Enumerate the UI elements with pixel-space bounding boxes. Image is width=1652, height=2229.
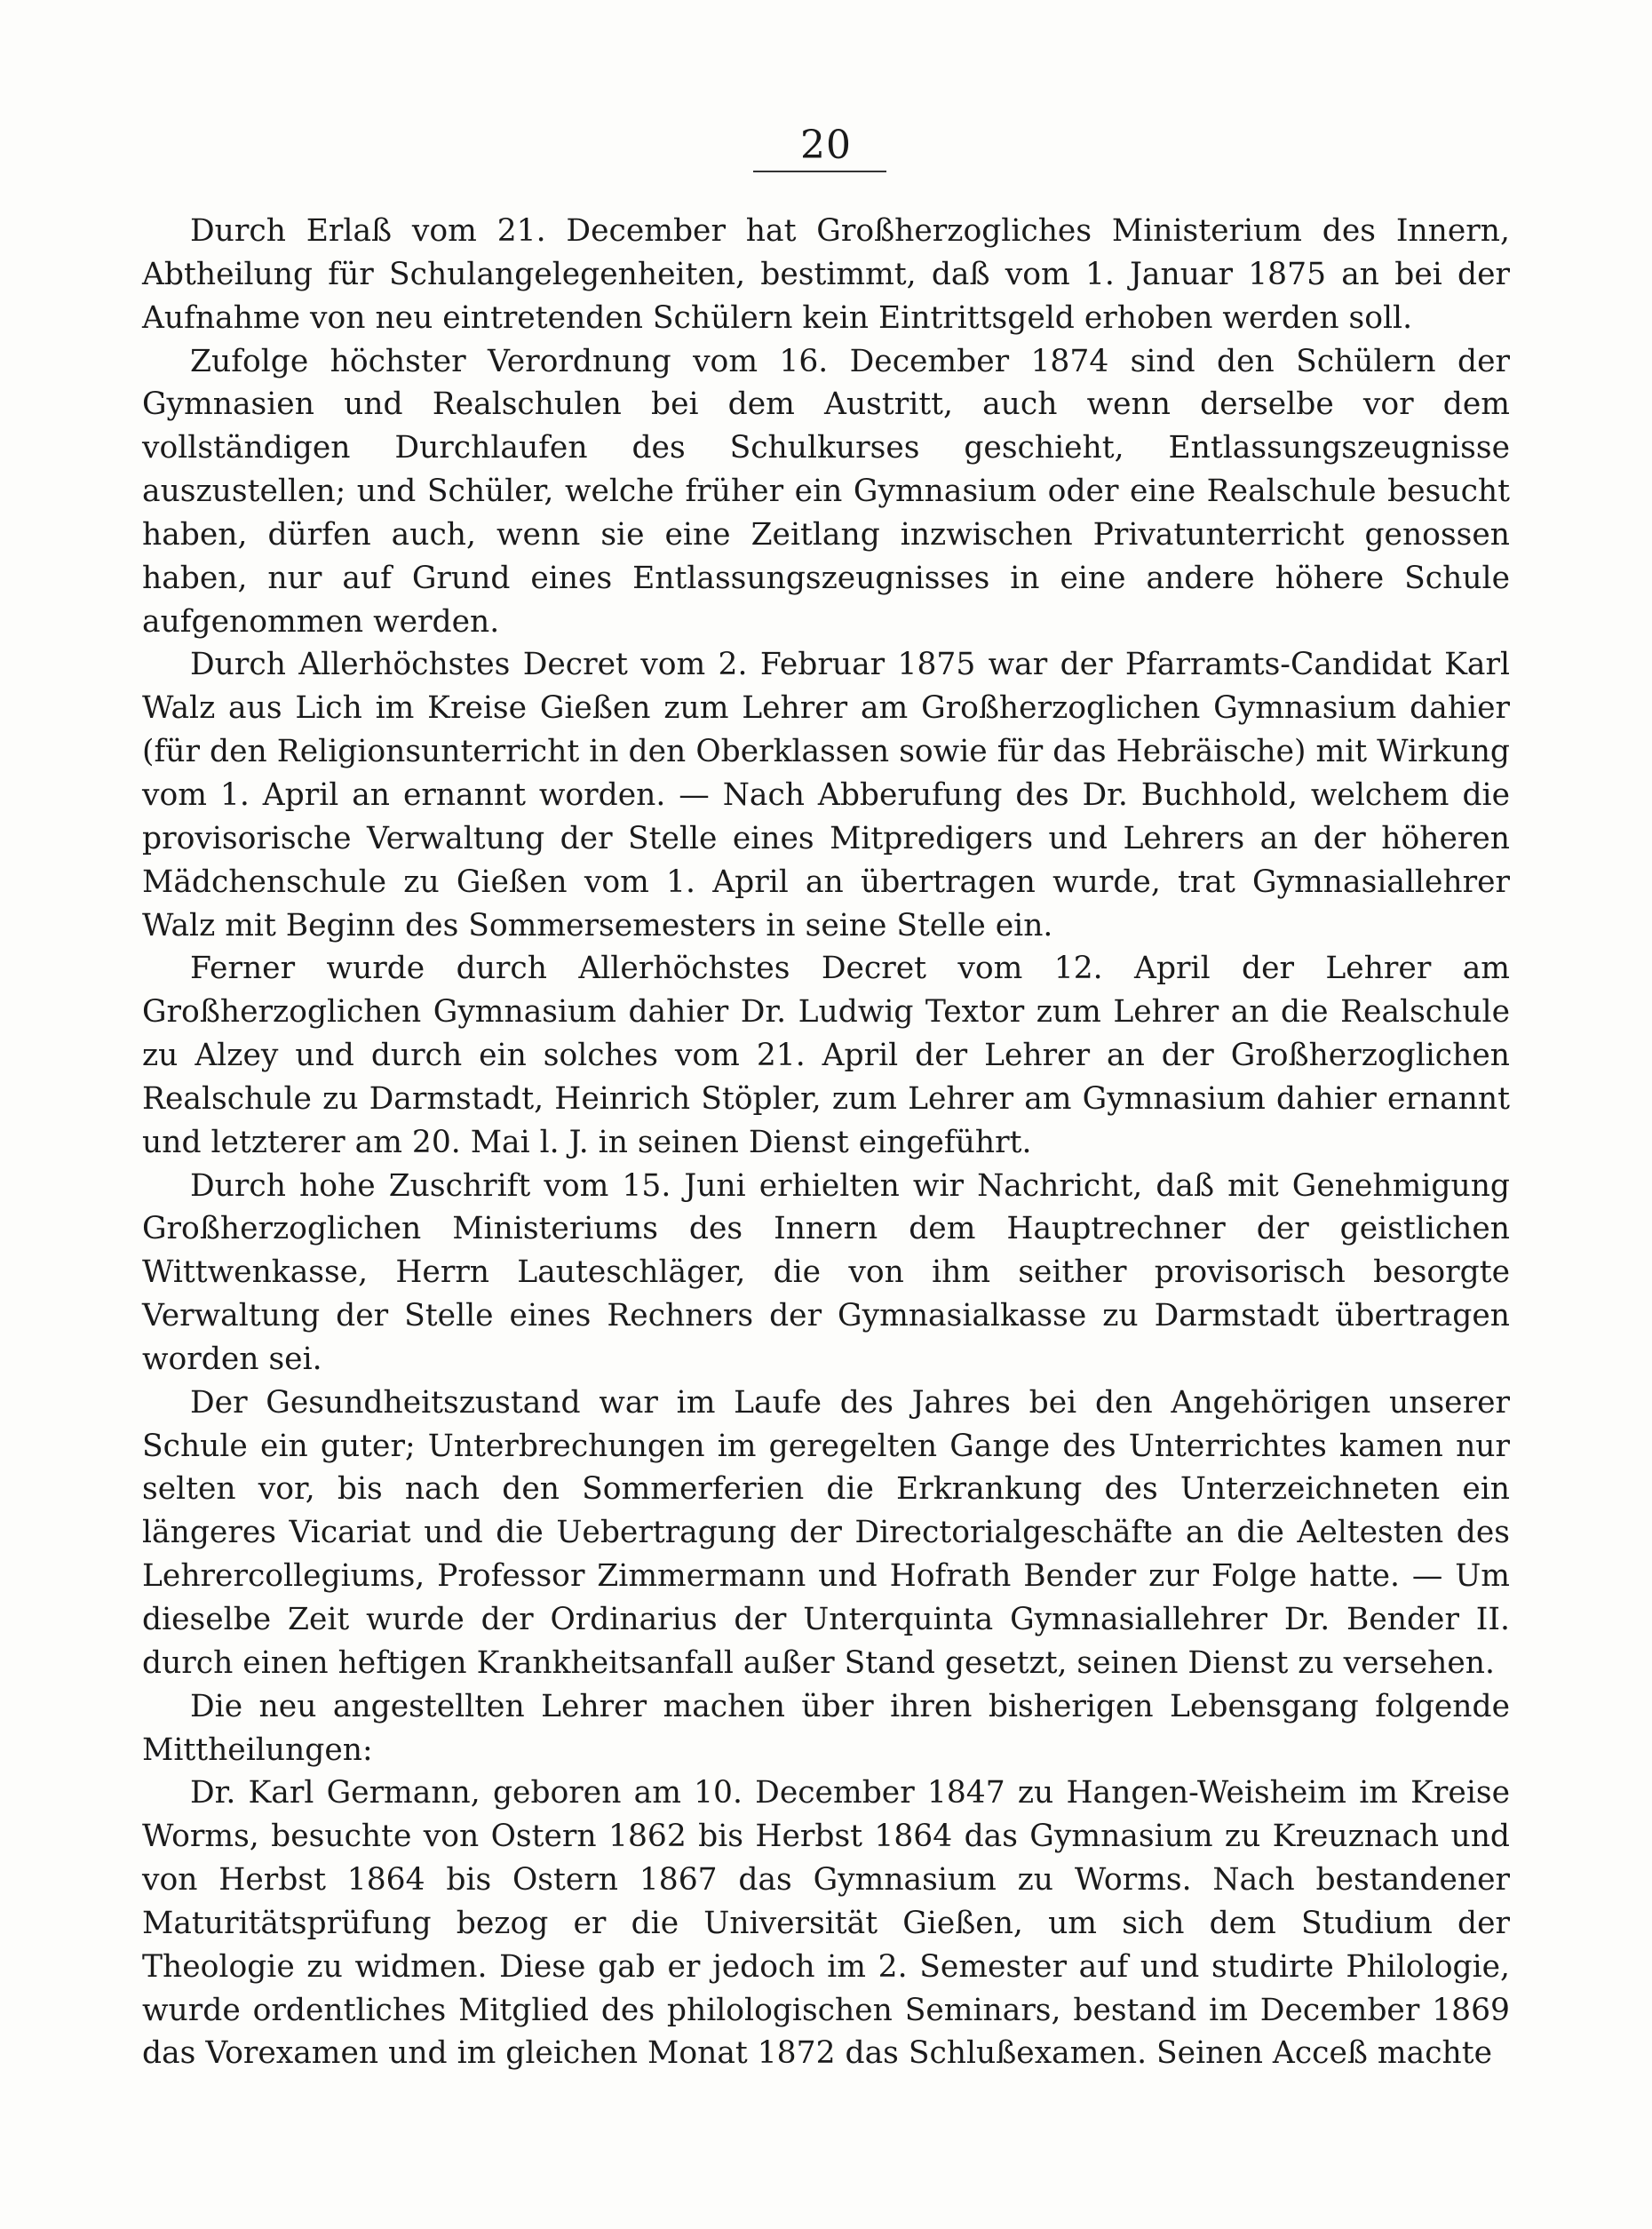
paragraph-decret-walz: Durch Allerhöchstes Decret vom 2. Februar 1875 war der Pfarramts-Candidat Karl Walz aus Lich im Kreise Gießen zum Lehrer am Großherzoglichen Gymnasium dahier (für den Religionsunterricht in den Oberklassen sowie für das Hebräische) mit Wirkung vom 1. April an ernannt worden. — Nach Abberufung des Dr. Buchhold, welchem die provisorische Verwaltung der Stelle eines Mitpredigers und Lehrers an der höheren Mädchenschule zu Gießen vom 1. April an übertragen wurde, trat Gymnasiallehrer Walz mit Beginn des Sommersemesters in seine Stelle ein. bbox=[142, 647, 1510, 943]
body-text bbox=[142, 210, 1510, 2075]
paragraph-germann: Dr. Karl Germann, geboren am 10. December 1847 zu Hangen-Weisheim im Kreise Worms, besuchte von Ostern 1862 bis Herbst 1864 das Gymnasium zu Kreuznach und von Herbst 1864 bis Ostern 1867 das Gymnasium zu Worms. Nach bestandener Maturitätsprüfung bezog er die Universität Gießen, um sich dem Studium der Theologie zu widmen. Diese gab er jedoch im 2. Semester auf und studirte Philologie, wurde ordentliches Mitglied des philologischen Seminars, bestand im December 1869 das Vorexamen und im gleichen Monat 1872 das Schlußexamen. Seinen Accеß machte bbox=[142, 1775, 1510, 2072]
paragraph-zuschrift: Durch hohe Zuschrift vom 15. Juni erhielten wir Nachricht, daß mit Genehmigung Großherzoglichen Ministeriums des Innern dem Hauptrechner der geistlichen Wittwenkasse, Herrn Lauteschläger, die von ihm seither provisorisch besorgte Verwaltung der Stelle eines Rechners der Gymnasialkasse zu Darmstadt übertragen worden sei. bbox=[142, 1167, 1510, 1377]
paragraph-erlass: Durch Erlaß vom 21. December hat Großherzogliches Ministerium des Innern, Abtheilung für Schulangelegenheiten, bestimmt, daß vom 1. Januar 1875 an bei der Aufnahme von neu eintretenden Schülern kein Eintrittsgeld erhoben werden soll. bbox=[142, 213, 1510, 336]
header-rule bbox=[753, 171, 886, 172]
paragraph-verordnung: Zufolge höchster Verordnung vom 16. December 1874 sind den Schülern der Gymnasien und Realschulen bei dem Austritt, auch wenn derselbe vor dem vollständigen Durchlaufen des Schulkurses geschieht, Entlassungszeugnisse auszustellen; und Schüler, welche früher ein Gymnasium oder eine Realschule besucht haben, dürfen auch, wenn sie eine Zeitlang inzwischen Privatunterricht genossen haben, nur auf Grund eines Entlassungszeugnisses in eine andere höhere Schule aufgenommen werden. bbox=[142, 343, 1510, 640]
page-number: 20 bbox=[800, 123, 852, 168]
paragraph-gesundheit: Der Gesundheitszustand war im Laufe des Jahres bei den Angehörigen unserer Schule ein guter; Unterbrechungen im geregelten Gange des Unterrichtes kamen nur selten vor, bis nach den Sommerferien die Erkrankung des Unterzeichneten ein längeres Vicariat und die Uebertragung der Directorialgeschäfte an die Aeltesten des Lehrercollegiums, Professor Zimmermann und Hofrath Bender zur Folge hatte. — Um dieselbe Zeit wurde der Ordinarius der Unterquinta Gymnasiallehrer Dr. Bender II. durch einen heftigen Krankheitsanfall außer Stand gesetzt, seinen Dienst zu versehen. bbox=[142, 1384, 1510, 1681]
paragraph-mittheilungen: Die neu angestellten Lehrer machen über ihren bisherigen Lebensgang folgende Mittheilungen: bbox=[142, 1688, 1510, 1768]
paragraph-decret-textor: Ferner wurde durch Allerhöchstes Decret vom 12. April der Lehrer am Großherzoglichen Gymnasium dahier Dr. Ludwig Textor zum Lehrer an die Realschule zu Alzey und durch ein solches vom 21. April der Lehrer an der Großherzoglichen Realschule zu Darmstadt, Heinrich Stöpler, zum Lehrer am Gymnasium dahier ernannt und letzterer am 20. Mai l. J. in seinen Dienst eingeführt. bbox=[142, 951, 1510, 1160]
